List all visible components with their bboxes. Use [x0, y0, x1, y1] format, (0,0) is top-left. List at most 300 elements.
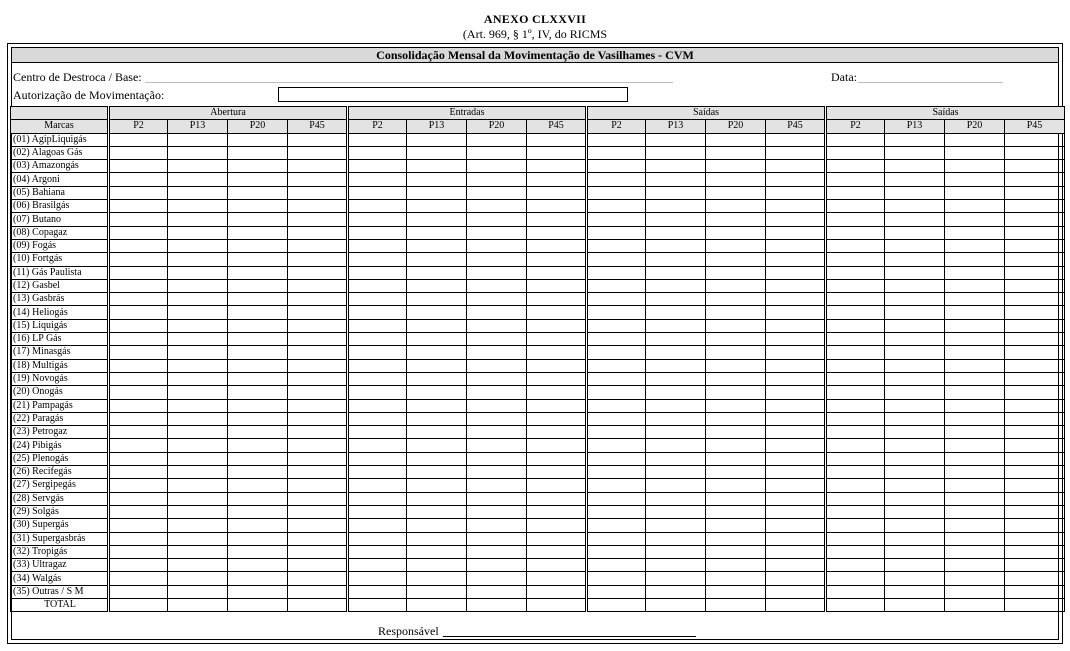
entry-cell[interactable]: [587, 200, 646, 213]
entry-cell[interactable]: [168, 545, 228, 558]
entry-cell[interactable]: [766, 519, 826, 532]
entry-cell[interactable]: [527, 239, 587, 252]
entry-cell[interactable]: [646, 519, 706, 532]
entry-cell[interactable]: [348, 200, 407, 213]
entry-cell[interactable]: [467, 226, 527, 239]
entry-cell[interactable]: [766, 386, 826, 399]
entry-cell[interactable]: [168, 186, 228, 199]
entry-cell[interactable]: [587, 426, 646, 439]
entry-cell[interactable]: [646, 386, 706, 399]
entry-cell[interactable]: [587, 133, 646, 146]
entry-cell[interactable]: [646, 559, 706, 572]
entry-cell[interactable]: [646, 479, 706, 492]
entry-cell[interactable]: [288, 239, 348, 252]
entry-cell[interactable]: [288, 200, 348, 213]
entry-cell[interactable]: [109, 346, 168, 359]
entry-cell[interactable]: [766, 186, 826, 199]
entry-cell[interactable]: [527, 519, 587, 532]
entry-cell[interactable]: [348, 386, 407, 399]
entry-cell[interactable]: [1005, 213, 1065, 226]
entry-cell[interactable]: [706, 133, 766, 146]
entry-cell[interactable]: [885, 173, 945, 186]
entry-cell[interactable]: [646, 439, 706, 452]
entry-cell[interactable]: [945, 333, 1005, 346]
entry-cell[interactable]: [706, 186, 766, 199]
entry-cell[interactable]: [348, 359, 407, 372]
entry-cell[interactable]: [407, 559, 467, 572]
entry-cell[interactable]: [885, 133, 945, 146]
entry-cell[interactable]: [1005, 319, 1065, 332]
entry-cell[interactable]: [1005, 399, 1065, 412]
entry-cell[interactable]: [467, 319, 527, 332]
entry-cell[interactable]: [766, 279, 826, 292]
entry-cell[interactable]: [706, 253, 766, 266]
entry-cell[interactable]: [168, 279, 228, 292]
entry-cell[interactable]: [766, 545, 826, 558]
entry-cell[interactable]: [766, 399, 826, 412]
entry-cell[interactable]: [587, 186, 646, 199]
entry-cell[interactable]: [288, 213, 348, 226]
entry-cell[interactable]: [288, 519, 348, 532]
entry-cell[interactable]: [467, 399, 527, 412]
entry-cell[interactable]: [288, 426, 348, 439]
entry-cell[interactable]: [288, 492, 348, 505]
entry-cell[interactable]: [646, 186, 706, 199]
entry-cell[interactable]: [228, 372, 288, 385]
entry-cell[interactable]: [467, 559, 527, 572]
entry-cell[interactable]: [766, 412, 826, 425]
entry-cell[interactable]: [826, 519, 885, 532]
entry-cell[interactable]: [109, 173, 168, 186]
entry-cell[interactable]: [109, 226, 168, 239]
entry-cell[interactable]: [587, 160, 646, 173]
entry-cell[interactable]: [885, 266, 945, 279]
entry-cell[interactable]: [467, 306, 527, 319]
entry-cell[interactable]: [646, 239, 706, 252]
entry-cell[interactable]: [885, 226, 945, 239]
entry-cell[interactable]: [168, 519, 228, 532]
entry-cell[interactable]: [945, 359, 1005, 372]
entry-cell[interactable]: [109, 598, 168, 611]
entry-cell[interactable]: [467, 333, 527, 346]
entry-cell[interactable]: [527, 585, 587, 598]
entry-cell[interactable]: [885, 160, 945, 173]
entry-cell[interactable]: [766, 133, 826, 146]
entry-cell[interactable]: [527, 200, 587, 213]
entry-cell[interactable]: [766, 505, 826, 518]
entry-cell[interactable]: [945, 598, 1005, 611]
centro-input[interactable]: [145, 82, 673, 83]
entry-cell[interactable]: [527, 372, 587, 385]
entry-cell[interactable]: [228, 279, 288, 292]
entry-cell[interactable]: [945, 346, 1005, 359]
entry-cell[interactable]: [109, 133, 168, 146]
entry-cell[interactable]: [527, 559, 587, 572]
entry-cell[interactable]: [587, 598, 646, 611]
entry-cell[interactable]: [766, 333, 826, 346]
entry-cell[interactable]: [168, 213, 228, 226]
entry-cell[interactable]: [587, 572, 646, 585]
entry-cell[interactable]: [348, 545, 407, 558]
entry-cell[interactable]: [646, 293, 706, 306]
entry-cell[interactable]: [945, 200, 1005, 213]
entry-cell[interactable]: [288, 452, 348, 465]
entry-cell[interactable]: [1005, 505, 1065, 518]
entry-cell[interactable]: [527, 133, 587, 146]
entry-cell[interactable]: [527, 306, 587, 319]
entry-cell[interactable]: [527, 253, 587, 266]
entry-cell[interactable]: [467, 426, 527, 439]
entry-cell[interactable]: [348, 585, 407, 598]
entry-cell[interactable]: [228, 160, 288, 173]
entry-cell[interactable]: [706, 306, 766, 319]
entry-cell[interactable]: [348, 519, 407, 532]
entry-cell[interactable]: [228, 585, 288, 598]
entry-cell[interactable]: [348, 532, 407, 545]
entry-cell[interactable]: [527, 598, 587, 611]
entry-cell[interactable]: [945, 532, 1005, 545]
entry-cell[interactable]: [228, 598, 288, 611]
entry-cell[interactable]: [587, 439, 646, 452]
entry-cell[interactable]: [826, 492, 885, 505]
entry-cell[interactable]: [527, 279, 587, 292]
entry-cell[interactable]: [1005, 426, 1065, 439]
entry-cell[interactable]: [885, 439, 945, 452]
entry-cell[interactable]: [228, 266, 288, 279]
entry-cell[interactable]: [945, 319, 1005, 332]
entry-cell[interactable]: [467, 386, 527, 399]
entry-cell[interactable]: [168, 386, 228, 399]
entry-cell[interactable]: [587, 346, 646, 359]
entry-cell[interactable]: [467, 532, 527, 545]
entry-cell[interactable]: [228, 319, 288, 332]
entry-cell[interactable]: [706, 200, 766, 213]
entry-cell[interactable]: [587, 492, 646, 505]
entry-cell[interactable]: [228, 545, 288, 558]
entry-cell[interactable]: [407, 572, 467, 585]
entry-cell[interactable]: [646, 426, 706, 439]
entry-cell[interactable]: [467, 585, 527, 598]
entry-cell[interactable]: [885, 426, 945, 439]
entry-cell[interactable]: [706, 372, 766, 385]
entry-cell[interactable]: [826, 572, 885, 585]
entry-cell[interactable]: [109, 479, 168, 492]
entry-cell[interactable]: [288, 585, 348, 598]
entry-cell[interactable]: [587, 412, 646, 425]
entry-cell[interactable]: [288, 412, 348, 425]
entry-cell[interactable]: [766, 160, 826, 173]
entry-cell[interactable]: [407, 306, 467, 319]
entry-cell[interactable]: [527, 426, 587, 439]
entry-cell[interactable]: [766, 452, 826, 465]
entry-cell[interactable]: [527, 532, 587, 545]
entry-cell[interactable]: [945, 372, 1005, 385]
entry-cell[interactable]: [706, 226, 766, 239]
entry-cell[interactable]: [945, 559, 1005, 572]
entry-cell[interactable]: [348, 412, 407, 425]
entry-cell[interactable]: [168, 492, 228, 505]
entry-cell[interactable]: [706, 559, 766, 572]
entry-cell[interactable]: [646, 319, 706, 332]
entry-cell[interactable]: [646, 399, 706, 412]
entry-cell[interactable]: [288, 479, 348, 492]
entry-cell[interactable]: [348, 253, 407, 266]
entry-cell[interactable]: [1005, 146, 1065, 159]
entry-cell[interactable]: [826, 559, 885, 572]
entry-cell[interactable]: [288, 598, 348, 611]
entry-cell[interactable]: [945, 505, 1005, 518]
entry-cell[interactable]: [646, 146, 706, 159]
entry-cell[interactable]: [228, 200, 288, 213]
entry-cell[interactable]: [826, 399, 885, 412]
entry-cell[interactable]: [168, 133, 228, 146]
entry-cell[interactable]: [945, 266, 1005, 279]
entry-cell[interactable]: [885, 279, 945, 292]
entry-cell[interactable]: [348, 239, 407, 252]
entry-cell[interactable]: [467, 160, 527, 173]
entry-cell[interactable]: [885, 519, 945, 532]
entry-cell[interactable]: [467, 346, 527, 359]
entry-cell[interactable]: [766, 372, 826, 385]
entry-cell[interactable]: [109, 333, 168, 346]
entry-cell[interactable]: [587, 372, 646, 385]
entry-cell[interactable]: [109, 466, 168, 479]
entry-cell[interactable]: [527, 439, 587, 452]
entry-cell[interactable]: [646, 346, 706, 359]
entry-cell[interactable]: [407, 346, 467, 359]
entry-cell[interactable]: [407, 372, 467, 385]
entry-cell[interactable]: [228, 439, 288, 452]
entry-cell[interactable]: [945, 146, 1005, 159]
entry-cell[interactable]: [348, 439, 407, 452]
entry-cell[interactable]: [527, 319, 587, 332]
entry-cell[interactable]: [168, 466, 228, 479]
entry-cell[interactable]: [407, 598, 467, 611]
entry-cell[interactable]: [527, 186, 587, 199]
entry-cell[interactable]: [706, 293, 766, 306]
entry-cell[interactable]: [826, 293, 885, 306]
entry-cell[interactable]: [885, 239, 945, 252]
entry-cell[interactable]: [945, 492, 1005, 505]
entry-cell[interactable]: [587, 386, 646, 399]
entry-cell[interactable]: [1005, 239, 1065, 252]
entry-cell[interactable]: [885, 200, 945, 213]
entry-cell[interactable]: [706, 492, 766, 505]
entry-cell[interactable]: [168, 359, 228, 372]
entry-cell[interactable]: [467, 293, 527, 306]
entry-cell[interactable]: [168, 306, 228, 319]
entry-cell[interactable]: [527, 333, 587, 346]
entry-cell[interactable]: [587, 213, 646, 226]
entry-cell[interactable]: [348, 399, 407, 412]
entry-cell[interactable]: [467, 372, 527, 385]
entry-cell[interactable]: [945, 293, 1005, 306]
entry-cell[interactable]: [885, 399, 945, 412]
entry-cell[interactable]: [766, 532, 826, 545]
entry-cell[interactable]: [646, 466, 706, 479]
entry-cell[interactable]: [288, 466, 348, 479]
entry-cell[interactable]: [587, 239, 646, 252]
entry-cell[interactable]: [706, 333, 766, 346]
entry-cell[interactable]: [407, 253, 467, 266]
entry-cell[interactable]: [168, 226, 228, 239]
entry-cell[interactable]: [885, 306, 945, 319]
entry-cell[interactable]: [1005, 333, 1065, 346]
entry-cell[interactable]: [1005, 133, 1065, 146]
entry-cell[interactable]: [885, 213, 945, 226]
entry-cell[interactable]: [407, 439, 467, 452]
entry-cell[interactable]: [766, 173, 826, 186]
entry-cell[interactable]: [885, 186, 945, 199]
entry-cell[interactable]: [587, 146, 646, 159]
entry-cell[interactable]: [945, 399, 1005, 412]
entry-cell[interactable]: [646, 572, 706, 585]
entry-cell[interactable]: [228, 239, 288, 252]
entry-cell[interactable]: [646, 200, 706, 213]
entry-cell[interactable]: [467, 200, 527, 213]
entry-cell[interactable]: [826, 346, 885, 359]
autorizacao-input[interactable]: [278, 87, 628, 102]
entry-cell[interactable]: [1005, 559, 1065, 572]
entry-cell[interactable]: [646, 545, 706, 558]
entry-cell[interactable]: [467, 266, 527, 279]
entry-cell[interactable]: [885, 146, 945, 159]
entry-cell[interactable]: [407, 412, 467, 425]
entry-cell[interactable]: [766, 572, 826, 585]
entry-cell[interactable]: [348, 479, 407, 492]
entry-cell[interactable]: [348, 306, 407, 319]
entry-cell[interactable]: [109, 213, 168, 226]
entry-cell[interactable]: [288, 386, 348, 399]
entry-cell[interactable]: [109, 372, 168, 385]
entry-cell[interactable]: [168, 479, 228, 492]
entry-cell[interactable]: [109, 519, 168, 532]
entry-cell[interactable]: [1005, 293, 1065, 306]
entry-cell[interactable]: [168, 572, 228, 585]
entry-cell[interactable]: [348, 505, 407, 518]
entry-cell[interactable]: [766, 213, 826, 226]
entry-cell[interactable]: [527, 359, 587, 372]
entry-cell[interactable]: [527, 466, 587, 479]
entry-cell[interactable]: [348, 319, 407, 332]
entry-cell[interactable]: [527, 412, 587, 425]
entry-cell[interactable]: [348, 133, 407, 146]
entry-cell[interactable]: [706, 239, 766, 252]
entry-cell[interactable]: [587, 519, 646, 532]
entry-cell[interactable]: [288, 572, 348, 585]
entry-cell[interactable]: [1005, 412, 1065, 425]
entry-cell[interactable]: [646, 133, 706, 146]
entry-cell[interactable]: [467, 279, 527, 292]
entry-cell[interactable]: [885, 386, 945, 399]
entry-cell[interactable]: [706, 279, 766, 292]
entry-cell[interactable]: [945, 426, 1005, 439]
entry-cell[interactable]: [1005, 306, 1065, 319]
entry-cell[interactable]: [1005, 532, 1065, 545]
entry-cell[interactable]: [706, 359, 766, 372]
entry-cell[interactable]: [766, 426, 826, 439]
entry-cell[interactable]: [587, 479, 646, 492]
entry-cell[interactable]: [228, 572, 288, 585]
entry-cell[interactable]: [826, 266, 885, 279]
entry-cell[interactable]: [1005, 492, 1065, 505]
entry-cell[interactable]: [288, 545, 348, 558]
entry-cell[interactable]: [407, 279, 467, 292]
entry-cell[interactable]: [109, 439, 168, 452]
entry-cell[interactable]: [587, 293, 646, 306]
entry-cell[interactable]: [1005, 160, 1065, 173]
entry-cell[interactable]: [706, 213, 766, 226]
entry-cell[interactable]: [826, 186, 885, 199]
entry-cell[interactable]: [885, 359, 945, 372]
entry-cell[interactable]: [288, 306, 348, 319]
entry-cell[interactable]: [407, 479, 467, 492]
entry-cell[interactable]: [945, 585, 1005, 598]
entry-cell[interactable]: [467, 572, 527, 585]
entry-cell[interactable]: [288, 253, 348, 266]
entry-cell[interactable]: [706, 146, 766, 159]
entry-cell[interactable]: [646, 372, 706, 385]
entry-cell[interactable]: [168, 412, 228, 425]
entry-cell[interactable]: [467, 412, 527, 425]
entry-cell[interactable]: [945, 186, 1005, 199]
entry-cell[interactable]: [168, 333, 228, 346]
entry-cell[interactable]: [168, 146, 228, 159]
entry-cell[interactable]: [467, 598, 527, 611]
entry-cell[interactable]: [766, 200, 826, 213]
entry-cell[interactable]: [288, 266, 348, 279]
entry-cell[interactable]: [288, 505, 348, 518]
entry-cell[interactable]: [945, 213, 1005, 226]
entry-cell[interactable]: [945, 386, 1005, 399]
entry-cell[interactable]: [945, 452, 1005, 465]
entry-cell[interactable]: [766, 492, 826, 505]
entry-cell[interactable]: [885, 319, 945, 332]
entry-cell[interactable]: [766, 253, 826, 266]
entry-cell[interactable]: [348, 426, 407, 439]
entry-cell[interactable]: [109, 200, 168, 213]
entry-cell[interactable]: [109, 559, 168, 572]
entry-cell[interactable]: [646, 266, 706, 279]
entry-cell[interactable]: [826, 585, 885, 598]
entry-cell[interactable]: [348, 293, 407, 306]
entry-cell[interactable]: [646, 532, 706, 545]
entry-cell[interactable]: [228, 386, 288, 399]
entry-cell[interactable]: [467, 519, 527, 532]
entry-cell[interactable]: [109, 386, 168, 399]
entry-cell[interactable]: [646, 412, 706, 425]
entry-cell[interactable]: [168, 266, 228, 279]
entry-cell[interactable]: [527, 399, 587, 412]
entry-cell[interactable]: [288, 346, 348, 359]
entry-cell[interactable]: [527, 452, 587, 465]
entry-cell[interactable]: [826, 386, 885, 399]
entry-cell[interactable]: [288, 439, 348, 452]
entry-cell[interactable]: [527, 346, 587, 359]
entry-cell[interactable]: [766, 585, 826, 598]
entry-cell[interactable]: [467, 479, 527, 492]
entry-cell[interactable]: [587, 226, 646, 239]
entry-cell[interactable]: [826, 133, 885, 146]
entry-cell[interactable]: [348, 173, 407, 186]
entry-cell[interactable]: [228, 306, 288, 319]
entry-cell[interactable]: [527, 226, 587, 239]
entry-cell[interactable]: [766, 293, 826, 306]
entry-cell[interactable]: [407, 426, 467, 439]
entry-cell[interactable]: [706, 160, 766, 173]
entry-cell[interactable]: [1005, 346, 1065, 359]
entry-cell[interactable]: [646, 598, 706, 611]
